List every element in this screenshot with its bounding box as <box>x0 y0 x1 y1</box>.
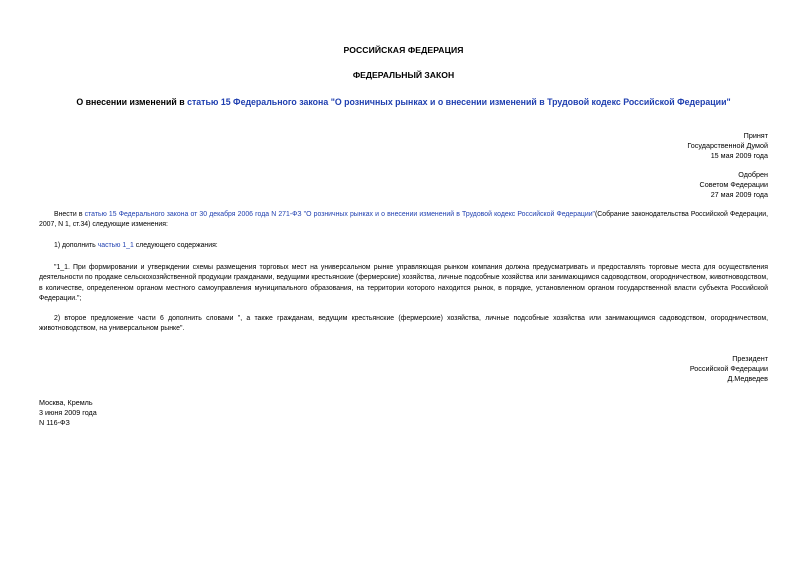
paragraph-item-2: 2) второе предложение части 6 дополнить словами ", а также гражданам, ведущим крестьянские (фермерские) хозяйства, личные подсобные хозяйства или занимающимся садоводством, огородничеством, животноводством, на универсальном рынке". <box>39 315 768 333</box>
signature-title: Президент <box>732 354 768 363</box>
adopted-label: Принят <box>743 131 768 140</box>
signature-name: Д.Медведев <box>727 374 768 384</box>
approved-label: Одобрен <box>738 170 768 179</box>
adopted-date: 15 мая 2009 года <box>710 151 768 161</box>
paragraph-intro <box>39 210 768 231</box>
place-date-block <box>39 398 97 429</box>
signature-title-2: Российской Федерации <box>689 364 768 374</box>
law-number: N 116-ФЗ <box>39 418 70 428</box>
paragraph-intro-suffix: (Собрание законодательства Российской Федерации, 2007, N 1, ст.34) следующие изменения: <box>39 211 768 229</box>
paragraph-item-1-prefix: 1) дополнить <box>54 242 98 249</box>
document-title <box>0 97 807 107</box>
signing-date: 3 июня 2009 года <box>39 408 97 418</box>
approved-body: Советом Федерации <box>699 180 768 190</box>
paragraph-item-1 <box>39 241 768 251</box>
approved-date: 27 мая 2009 года <box>710 190 768 200</box>
adopted-body: Государственной Думой <box>687 141 768 151</box>
signature-block <box>690 354 768 385</box>
paragraph-item-1-suffix: следующего содержания: <box>133 242 218 249</box>
law-article-link[interactable]: статью 15 Федерального закона от 30 декабря 2006 года N 271-ФЗ "О розничных рынках и о внесении изменений в Трудовой кодекс Российской Федерации" <box>84 211 595 218</box>
paragraph-new-part: "1_1. При формировании и утверждении схемы размещения торговых мест на универсальном рынке управляющая рынком компания должна предусматривать и предоставлять торговые места для осуществления деятельности по продаже сельскохозяйственной продукции гражданами, ведущими крестьянские (фермерские) хозяйства, личные подсобные хозяйства или занимающимся садоводством, огородничеством, животноводством, в количестве, определенном органом местного самоуправления муниципального образования, на территории которого находится рынок, в порядке, установленном органом государственной власти субъекта Российской Федерации."; <box>39 264 768 302</box>
document-type-heading: ФЕДЕРАЛЬНЫЙ ЗАКОН <box>352 70 455 80</box>
paragraph-intro-prefix: Внести в <box>54 211 85 218</box>
approved-block <box>700 170 768 201</box>
adopted-block <box>687 131 768 162</box>
title-article-link[interactable]: статью 15 Федерального закона "О розничных рынках и о внесении изменений в Трудовой кодекс Российской Федерации" <box>187 97 731 107</box>
place-name: Москва, Кремль <box>39 398 93 407</box>
country-heading: РОССИЙСКАЯ ФЕДЕРАЦИЯ <box>343 45 464 55</box>
part-1-1-link[interactable]: частью 1_1 <box>97 242 134 249</box>
title-prefix: О внесении изменений в <box>76 97 188 107</box>
